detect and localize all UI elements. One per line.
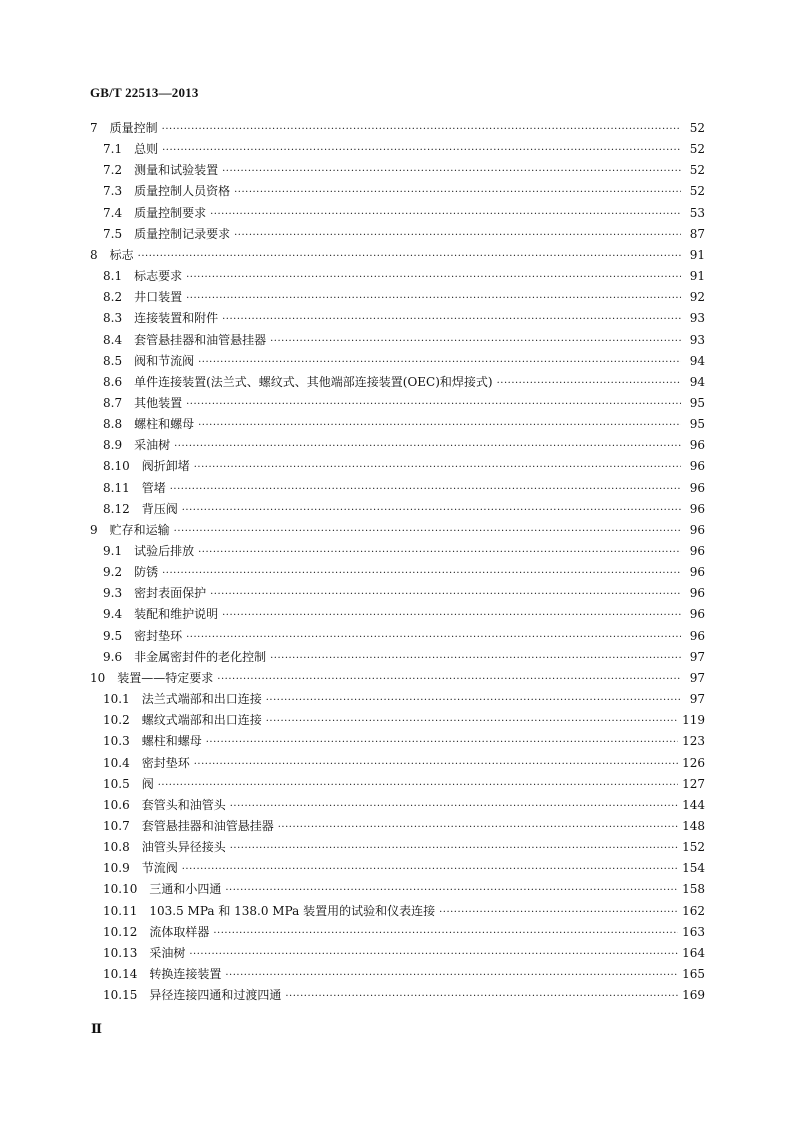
toc-entry-number: 10.9: [103, 861, 130, 876]
toc-entry-number: 10.11: [103, 903, 138, 918]
toc-leader-dots: [266, 690, 681, 711]
toc-entry[interactable]: [90, 266, 705, 287]
toc-entry-page: 96: [689, 459, 705, 474]
toc-entry[interactable]: [90, 689, 705, 710]
toc-entry-title: 装配和维护说明: [134, 607, 219, 622]
toc-entry-number: 9.2: [103, 565, 123, 580]
toc-entry[interactable]: [90, 774, 705, 795]
toc-entry-title: 单件连接装置(法兰式、螺纹式、其他端部连接装置(OEC)和焊接式): [134, 374, 493, 389]
toc-entry[interactable]: [90, 372, 705, 393]
toc-entry-number: 10.12: [103, 924, 138, 939]
toc-leader-dots: [234, 225, 681, 246]
toc-entry-title: 非金属密封件的老化控制: [134, 649, 267, 664]
toc-entry-number: 10.3: [103, 734, 130, 749]
toc-entry-number: 8.6: [103, 374, 123, 389]
toc-entry-title: 103.5 MPa 和 138.0 MPa 装置用的试验和仪表连接: [149, 903, 436, 918]
toc-leader-dots: [186, 627, 681, 648]
toc-entry[interactable]: [90, 837, 705, 858]
toc-entry-number: 7.3: [103, 184, 123, 199]
toc-entry-title: 质量控制: [109, 121, 158, 135]
toc-entry-page: 169: [682, 988, 705, 1003]
toc-entry-number: 9.4: [103, 607, 123, 622]
toc-entry[interactable]: [90, 562, 705, 583]
toc-entry-title: 质量控制记录要求: [134, 226, 231, 241]
toc-entry-title: 转换连接装置: [149, 967, 222, 981]
toc-entry[interactable]: [90, 456, 705, 477]
toc-entry-title: 试验后排放: [134, 544, 195, 558]
toc-leader-dots: [225, 880, 678, 901]
toc-leader-dots: [210, 584, 681, 605]
toc-leader-dots: [222, 161, 681, 182]
toc-entry-page: 96: [689, 438, 705, 453]
toc-entry-title: 阀和节流阀: [134, 353, 195, 368]
toc-entry[interactable]: [90, 287, 705, 308]
toc-entry-number: 8.7: [103, 395, 123, 410]
toc-entry-number: 8.3: [103, 311, 123, 326]
toc-entry-number: 8: [90, 247, 98, 262]
toc-leader-dots: [158, 775, 678, 796]
toc-entry-number: 10.6: [103, 797, 130, 812]
toc-entry[interactable]: [90, 203, 705, 224]
toc-leader-dots: [230, 838, 678, 859]
toc-entry-page: 162: [682, 903, 705, 918]
toc-entry-page: 96: [689, 480, 705, 495]
page-number: Ⅱ: [91, 1021, 102, 1036]
toc-entry-title: 测量和试验装置: [134, 163, 219, 178]
toc-entry-title: 阀: [141, 776, 154, 791]
toc-leader-dots: [186, 288, 681, 309]
toc-entry[interactable]: [90, 943, 705, 964]
toc-entry-title: 螺柱和螺母: [134, 417, 195, 432]
toc-entry-page: 154: [682, 861, 705, 876]
toc-entry[interactable]: [90, 964, 705, 985]
toc-entry-number: 7.2: [103, 163, 123, 178]
toc-entry-page: 96: [689, 607, 705, 622]
toc-entry-title: 套管悬挂器和油管悬挂器: [141, 818, 274, 833]
toc-entry-page: 93: [689, 332, 705, 347]
toc-entry-page: 97: [689, 649, 705, 664]
toc-leader-dots: [198, 542, 681, 563]
toc-leader-dots: [217, 669, 681, 690]
toc-entry-page: 164: [682, 945, 705, 960]
toc-entry-number: 8.5: [103, 353, 123, 368]
toc-entry-page: 53: [689, 205, 705, 220]
toc-entry-title: 连接装置和附件: [134, 311, 219, 326]
toc-entry-number: 9.5: [103, 628, 123, 643]
toc-leader-dots: [182, 500, 681, 521]
toc-leader-dots: [210, 204, 681, 225]
toc-entry[interactable]: [90, 160, 705, 181]
toc-entry-page: 144: [682, 797, 705, 812]
toc-entry-page: 94: [689, 353, 705, 368]
toc-leader-dots: [174, 436, 681, 457]
toc-entry-number: 10: [90, 670, 106, 685]
toc-leader-dots: [439, 902, 678, 923]
toc-entry-page: 94: [689, 374, 705, 389]
toc-leader-dots: [162, 563, 681, 584]
toc-entry-title: 总则: [134, 142, 159, 157]
toc-entry-title: 标志要求: [134, 269, 183, 284]
toc-entry-number: 10.8: [103, 840, 130, 855]
toc-entry-page: 95: [689, 417, 705, 432]
toc-entry-title: 质量控制要求: [134, 205, 207, 220]
toc-entry-number: 8.12: [103, 501, 130, 516]
toc-entry[interactable]: [90, 118, 705, 139]
toc-entry-number: 10.13: [103, 945, 138, 960]
toc-entry-title: 贮存和运输: [109, 522, 170, 537]
toc-entry-number: 10.7: [103, 818, 130, 833]
toc-leader-dots: [222, 605, 681, 626]
toc-entry-page: 97: [689, 670, 705, 685]
toc-entry[interactable]: [90, 795, 705, 816]
toc-leader-dots: [182, 859, 678, 880]
toc-leader-dots: [162, 119, 681, 140]
toc-leader-dots: [270, 648, 681, 669]
toc-entry[interactable]: [90, 858, 705, 879]
toc-entry-title: 背压阀: [141, 501, 178, 516]
page-header: GB/T 22513—2013: [90, 85, 199, 100]
toc-entry-title: 异径连接四通和过渡四通: [149, 988, 282, 1003]
toc-entry-number: 8.11: [103, 480, 130, 495]
toc-entry[interactable]: [90, 520, 705, 541]
toc-entry-number: 10.14: [103, 967, 138, 981]
toc-entry-page: 123: [682, 734, 705, 749]
toc-leader-dots: [225, 965, 678, 986]
toc-leader-dots: [198, 352, 681, 373]
toc-entry[interactable]: [90, 879, 705, 900]
toc-entry-page: 165: [682, 967, 705, 981]
toc-entry-title: 阀折卸堵: [141, 459, 190, 474]
toc-entry-number: 10.4: [103, 755, 130, 770]
toc-entry[interactable]: [90, 668, 705, 689]
toc-entry-page: 163: [682, 924, 705, 939]
toc-entry-title: 流体取样器: [149, 924, 210, 939]
toc-entry-number: 8.2: [103, 290, 123, 305]
toc-entry[interactable]: [90, 393, 705, 414]
toc-entry[interactable]: [90, 816, 705, 837]
toc-entry[interactable]: [90, 330, 705, 351]
toc-entry-page: 52: [689, 184, 705, 199]
toc-entry-title: 其他装置: [134, 395, 183, 410]
toc-entry-page: 96: [689, 544, 705, 558]
toc-entry-title: 密封垫环: [141, 755, 190, 770]
toc-entry[interactable]: [90, 435, 705, 456]
toc-entry[interactable]: [90, 181, 705, 202]
toc-entry-title: 采油树: [134, 438, 171, 453]
toc-entry-title: 三通和小四通: [149, 882, 222, 897]
toc-leader-dots: [270, 331, 681, 352]
toc-entry-page: 52: [689, 142, 705, 157]
toc-entry-title: 密封垫环: [134, 628, 183, 643]
toc-entry-number: 10.2: [103, 713, 130, 728]
toc-entry[interactable]: [90, 478, 705, 499]
toc-entry[interactable]: [90, 541, 705, 562]
toc-entry[interactable]: [90, 626, 705, 647]
toc-leader-dots: [162, 140, 681, 161]
toc-entry-title: 套管悬挂器和油管悬挂器: [134, 332, 267, 347]
toc-entry-title: 标志: [109, 247, 134, 262]
toc-entry-title: 质量控制人员资格: [134, 184, 231, 199]
toc-entry-number: 10.10: [103, 882, 138, 897]
toc-entry-number: 8.10: [103, 459, 130, 474]
toc-leader-dots: [278, 817, 678, 838]
toc-leader-dots: [186, 267, 681, 288]
toc-entry-page: 126: [682, 755, 705, 770]
toc-entry-number: 8.1: [103, 269, 123, 284]
toc-entry-page: 96: [689, 628, 705, 643]
toc-entry-page: 93: [689, 311, 705, 326]
toc-leader-dots: [234, 182, 681, 203]
toc-entry-title: 管堵: [141, 480, 166, 495]
toc-entry-page: 97: [689, 692, 705, 707]
toc-entry-page: 52: [689, 163, 705, 178]
toc-entry[interactable]: [90, 308, 705, 329]
toc-leader-dots: [285, 986, 678, 1007]
toc-entry[interactable]: [90, 499, 705, 520]
toc-entry-title: 节流阀: [141, 861, 178, 876]
toc-entry-title: 法兰式端部和出口连接: [141, 692, 262, 707]
toc-leader-dots: [194, 754, 678, 775]
toc-entry[interactable]: [90, 901, 705, 922]
toc-entry[interactable]: [90, 753, 705, 774]
toc-entry-number: 9.3: [103, 586, 123, 601]
toc-leader-dots: [170, 479, 681, 500]
toc-entry[interactable]: [90, 647, 705, 668]
toc-entry-number: 10.5: [103, 776, 130, 791]
toc-leader-dots: [138, 246, 681, 267]
toc-entry-number: 7.1: [103, 142, 123, 157]
toc-entry-title: 密封表面保护: [134, 586, 207, 601]
toc-leader-dots: [198, 415, 681, 436]
toc-entry-number: 7.4: [103, 205, 123, 220]
toc-entry-number: 9.6: [103, 649, 123, 664]
toc-leader-dots: [230, 796, 678, 817]
toc-entry-page: 152: [682, 840, 705, 855]
toc-entry-page: 96: [689, 501, 705, 516]
toc-entry-page: 52: [689, 121, 705, 135]
toc-entry-title: 油管头异径接头: [141, 840, 226, 855]
toc-entry-page: 158: [682, 882, 705, 897]
toc-entry-page: 92: [689, 290, 705, 305]
toc-entry[interactable]: [90, 922, 705, 943]
toc-entry-title: 螺柱和螺母: [141, 734, 202, 749]
toc-entry-number: 9.1: [103, 544, 123, 558]
toc-entry[interactable]: [90, 710, 705, 731]
toc-leader-dots: [206, 732, 678, 753]
toc-entry[interactable]: [90, 414, 705, 435]
toc-leader-dots: [266, 711, 678, 732]
toc-entry-page: 95: [689, 395, 705, 410]
toc-entry-number: 9: [90, 522, 98, 537]
toc-entry-page: 91: [689, 247, 705, 262]
toc-entry-title: 套管头和油管头: [141, 797, 226, 812]
toc-entry-number: 8.4: [103, 332, 123, 347]
toc-leader-dots: [222, 309, 681, 330]
toc-entry[interactable]: [90, 224, 705, 245]
toc-entry[interactable]: [90, 139, 705, 160]
toc-entry-number: 7.5: [103, 226, 123, 241]
toc-entry-number: 8.8: [103, 417, 123, 432]
toc-leader-dots: [186, 394, 681, 415]
toc-entry[interactable]: [90, 731, 705, 752]
toc-entry[interactable]: [90, 245, 705, 266]
toc-entry-number: 10.15: [103, 988, 138, 1003]
toc-leader-dots: [189, 944, 678, 965]
toc-entry-title: 装置——特定要求: [117, 670, 214, 685]
toc-leader-dots: [213, 923, 678, 944]
toc-entry-title: 防锈: [134, 565, 159, 580]
toc-leader-dots: [194, 457, 681, 478]
toc-entry-page: 96: [689, 522, 705, 537]
toc-leader-dots: [174, 521, 681, 542]
toc-leader-dots: [497, 373, 681, 394]
toc-entry-page: 96: [689, 565, 705, 580]
toc-entry-title: 采油树: [149, 945, 186, 960]
toc-entry[interactable]: [90, 985, 705, 1006]
toc-entry-page: 148: [682, 818, 705, 833]
toc-entry-page: 87: [689, 226, 705, 241]
toc-entry-page: 119: [682, 713, 705, 728]
toc-entry[interactable]: [90, 351, 705, 372]
toc-entry-page: 127: [682, 776, 705, 791]
toc-entry-number: 8.9: [103, 438, 123, 453]
toc-entry-page: 91: [689, 269, 705, 284]
toc-entry-number: 10.1: [103, 692, 130, 707]
toc-entry-number: 7: [90, 121, 98, 135]
toc-entry-title: 螺纹式端部和出口连接: [141, 713, 262, 728]
toc-entry[interactable]: [90, 604, 705, 625]
toc-entry[interactable]: [90, 583, 705, 604]
toc-entry-page: 96: [689, 586, 705, 601]
toc-entry-title: 井口装置: [134, 290, 183, 305]
